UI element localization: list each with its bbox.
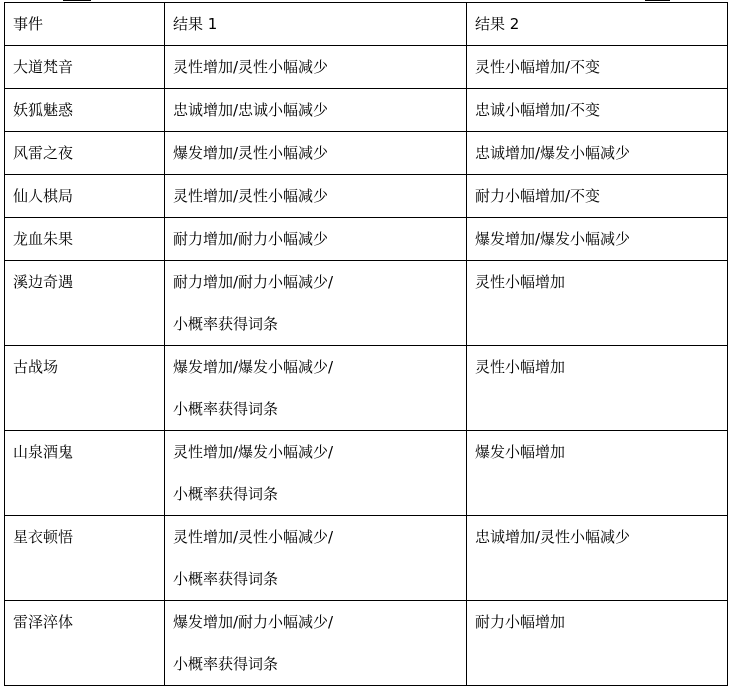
result1-line: 灵性增加/灵性小幅减少 xyxy=(173,187,329,205)
table-row xyxy=(5,132,728,175)
result2-cell: 忠诚增加/灵性小幅减少 xyxy=(467,516,728,601)
result1-cell xyxy=(165,175,467,218)
event-cell: 风雷之夜 xyxy=(5,132,165,175)
event-cell: 仙人棋局 xyxy=(5,175,165,218)
result2-cell: 忠诚小幅增加/不变 xyxy=(467,89,728,132)
result1-line: 小概率获得词条 xyxy=(173,485,279,503)
result1-cell xyxy=(165,431,467,516)
result2-cell: 爆发增加/爆发小幅减少 xyxy=(467,218,728,261)
result1-line: 小概率获得词条 xyxy=(173,315,279,333)
table-row xyxy=(5,89,728,132)
result1-line: 小概率获得词条 xyxy=(173,570,279,588)
result1-line: 爆发增加/爆发小幅减少/ xyxy=(173,358,334,376)
event-cell: 溪边奇遇 xyxy=(5,261,165,346)
table-row xyxy=(5,175,728,218)
result1-line: 小概率获得词条 xyxy=(173,400,279,418)
table-row xyxy=(5,516,728,601)
top-rule-right xyxy=(645,0,670,1)
table-row xyxy=(5,346,728,431)
result1-line: 忠诚增加/忠诚小幅减少 xyxy=(173,101,329,119)
result1-cell xyxy=(165,46,467,89)
result1-cell xyxy=(165,601,467,686)
result2-cell: 灵性小幅增加/不变 xyxy=(467,46,728,89)
table-row xyxy=(5,431,728,516)
result1-cell xyxy=(165,218,467,261)
event-cell: 大道梵音 xyxy=(5,46,165,89)
result1-line: 小概率获得词条 xyxy=(173,655,279,673)
result1-line: 灵性增加/灵性小幅减少/ xyxy=(173,528,334,546)
event-cell: 龙血朱果 xyxy=(5,218,165,261)
result1-cell xyxy=(165,516,467,601)
event-cell: 山泉酒鬼 xyxy=(5,431,165,516)
result1-line: 耐力增加/耐力小幅减少 xyxy=(173,230,329,248)
result1-line: 爆发增加/灵性小幅减少 xyxy=(173,144,329,162)
table-row xyxy=(5,218,728,261)
result1-line: 灵性增加/爆发小幅减少/ xyxy=(173,443,334,461)
result2-cell: 耐力小幅增加/不变 xyxy=(467,175,728,218)
event-cell: 雷泽淬体 xyxy=(5,601,165,686)
table-row xyxy=(5,46,728,89)
result2-cell: 爆发小幅增加 xyxy=(467,431,728,516)
table-row xyxy=(5,261,728,346)
events-table xyxy=(4,2,728,686)
result2-cell: 灵性小幅增加 xyxy=(467,261,728,346)
event-cell: 古战场 xyxy=(5,346,165,431)
result2-cell: 耐力小幅增加 xyxy=(467,601,728,686)
table-row xyxy=(5,601,728,686)
result1-cell xyxy=(165,346,467,431)
top-rule-left xyxy=(63,0,91,1)
result1-line: 耐力增加/耐力小幅减少/ xyxy=(173,273,334,291)
header-result-2: 结果 2 xyxy=(467,3,728,46)
result2-cell: 灵性小幅增加 xyxy=(467,346,728,431)
event-cell: 星衣顿悟 xyxy=(5,516,165,601)
result1-line: 爆发增加/耐力小幅减少/ xyxy=(173,613,334,631)
event-cell: 妖狐魅惑 xyxy=(5,89,165,132)
result1-cell xyxy=(165,261,467,346)
result2-cell: 忠诚增加/爆发小幅减少 xyxy=(467,132,728,175)
header-result-1: 结果 1 xyxy=(165,3,467,46)
result1-cell xyxy=(165,89,467,132)
result1-line: 灵性增加/灵性小幅减少 xyxy=(173,58,329,76)
table-header-row xyxy=(5,3,728,46)
header-event: 事件 xyxy=(5,3,165,46)
result1-cell xyxy=(165,132,467,175)
